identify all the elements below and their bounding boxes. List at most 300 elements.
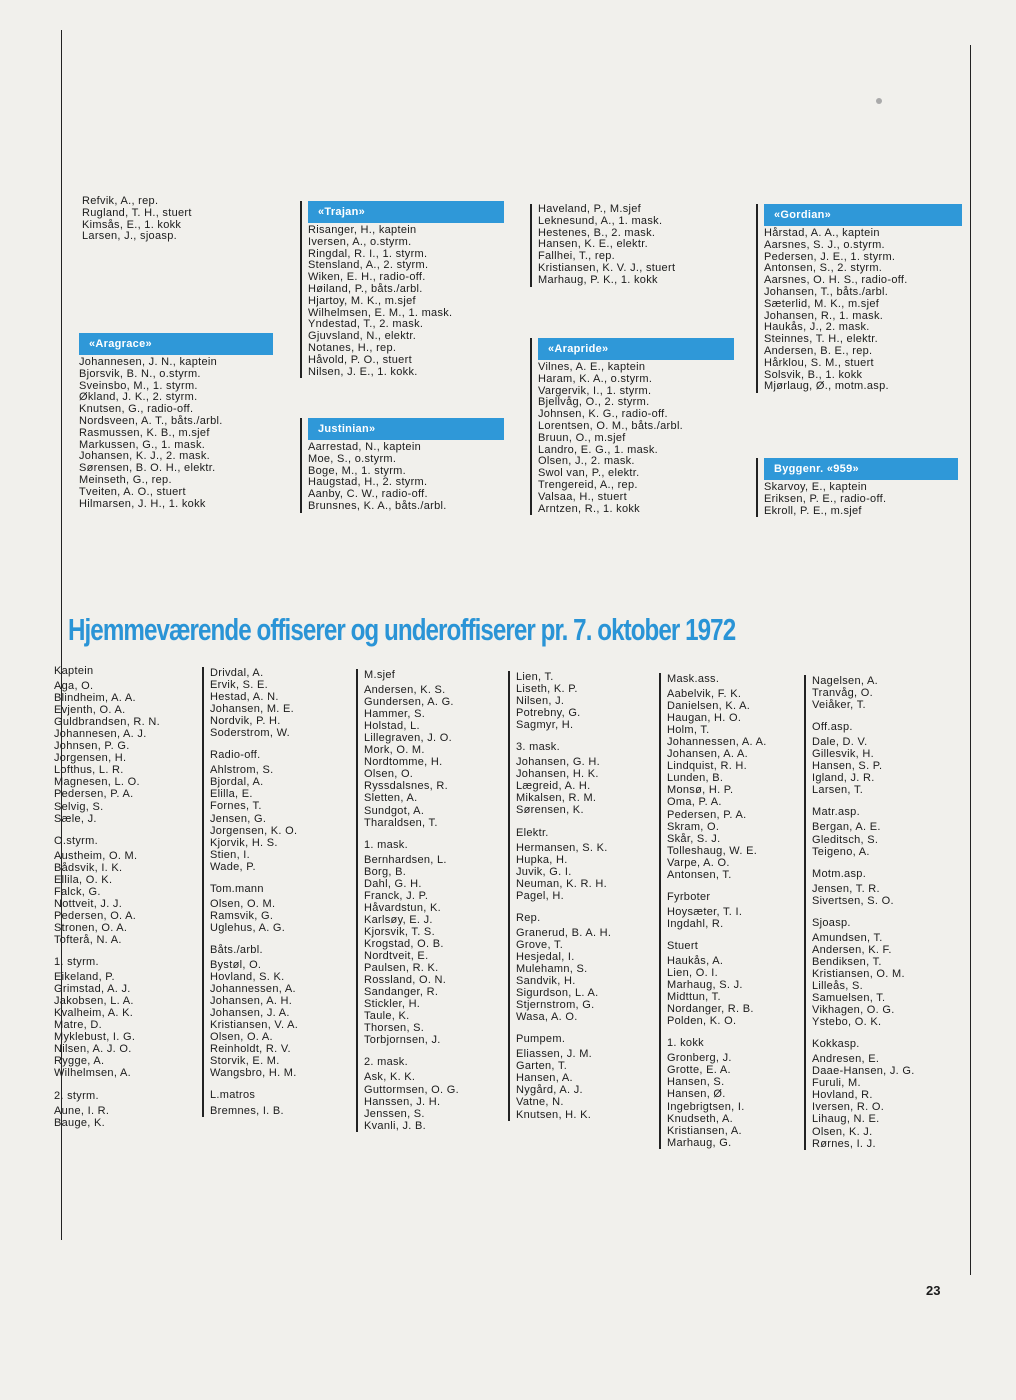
officer-name: Kvalheim, A. K. <box>54 1007 134 1020</box>
ship-arapride <box>530 338 734 515</box>
officer-name: Ryssdalsnes, R. <box>364 780 448 793</box>
crew-list-continued-3 <box>530 204 734 287</box>
officer-name: Drivdal, A. <box>210 667 264 679</box>
crew-line: Eriksen, P. E., radio-off. <box>764 492 887 505</box>
officer-name: Eliassen, J. M. <box>516 1048 593 1061</box>
officer-name: Hovland, R. <box>812 1089 873 1102</box>
officer-name: Myklebust, I. G. <box>54 1031 136 1044</box>
officer-name: Olsen, O. A. <box>210 1031 273 1044</box>
officer-name: Hoysæter, T. I. <box>667 905 743 918</box>
crew-line: Mjørlaug, Ø., motm.asp. <box>764 380 889 393</box>
officer-name: Sundgot, A. <box>364 804 425 817</box>
ship-header: «Gordian» <box>764 204 962 226</box>
officer-name: Wade, P. <box>210 860 256 873</box>
officer-name: Ystebo, O. K. <box>812 1016 882 1029</box>
officer-name: Gleditsch, S. <box>812 833 879 846</box>
officer-name: Elilla, E. <box>210 788 253 801</box>
crew-line: Trengereid, A., rep. <box>538 478 638 491</box>
crew-line: Rasmussen, K. B., m.sjef <box>79 426 210 439</box>
officer-name: Johansen, H. K. <box>516 768 599 781</box>
officer-name: Ingebrigtsen, I. <box>667 1100 745 1113</box>
crew-line: Pedersen, J. E., 1. styrm. <box>764 250 896 263</box>
officer-name: Skår, S. J. <box>667 832 721 845</box>
officer-name: Soderstrom, W. <box>210 727 290 740</box>
officer-name: Johannessen, A. <box>210 983 296 996</box>
officer-name: Garten, T. <box>516 1060 568 1073</box>
officer-name: Sørensen, K. <box>516 804 584 817</box>
officer-name: Nottveit, J. J. <box>54 897 123 910</box>
officer-name: Krogstad, O. B. <box>364 937 444 950</box>
officer-name: Pedersen, P. A. <box>667 808 747 821</box>
officer-name: Storvik, E. M. <box>210 1055 280 1068</box>
officer-name: Evjenth, O. A. <box>54 704 126 717</box>
crew-line: Refvik, A., rep. <box>82 195 159 207</box>
officer-name: Stjernstrom, G. <box>516 999 595 1012</box>
officer-name: Matre, D. <box>54 1019 102 1032</box>
officer-name: Antonsen, T. <box>667 868 732 881</box>
rank-category: 1. kokk <box>667 1037 704 1050</box>
officer-name: Ervik, S. E. <box>210 679 268 692</box>
officer-name: Johnsen, P. G. <box>54 740 130 753</box>
officer-name: Olsen, K. J. <box>812 1125 873 1138</box>
rank-category: Elektr. <box>516 826 549 839</box>
officer-name: Nygård, A. J. <box>516 1084 583 1097</box>
crew-line: Bruun, O., m.sjef <box>538 431 626 444</box>
officer-name: Varpe, A. O. <box>667 856 730 869</box>
crew-line: Stensland, A., 2. styrm. <box>308 259 429 272</box>
crew-line: Skarvoy, E., kaptein <box>764 481 868 493</box>
officer-name: Stien, I. <box>210 848 250 861</box>
crew-line: Høiland, P., båts./arbl. <box>308 282 423 295</box>
ship-header: Justinian» <box>308 418 504 440</box>
officer-name: Dale, D. V. <box>812 736 868 749</box>
crew-line: Haram, K. A., o.styrm. <box>538 372 653 385</box>
officer-name: Johansen, G. H. <box>516 756 600 769</box>
officer-name: Uglehus, A. G. <box>210 921 286 934</box>
officer-name: Granerud, B. A. H. <box>516 926 612 939</box>
rank-category: Rep. <box>516 911 541 924</box>
crew-line: Larsen, J., sjoasp. <box>82 230 177 243</box>
officer-name: Ingdahl, R. <box>667 917 724 930</box>
ship-aragrace <box>79 333 273 510</box>
officer-name: Karlsøy, E. J. <box>364 913 433 926</box>
officer-name: Knutsen, H. K. <box>516 1108 592 1121</box>
crew-line: Valsaa, H., stuert <box>538 490 627 503</box>
officer-name: Hansen, S. <box>667 1076 725 1089</box>
officer-name: Lien, O. I. <box>667 967 718 980</box>
officer-name: Wasa, A. O. <box>516 1011 578 1024</box>
crew-line: Kimsås, E., 1. kokk <box>82 218 182 231</box>
officer-name: Daae-Hansen, J. G. <box>812 1065 915 1078</box>
officer-name: Juvik, G. I. <box>516 865 572 878</box>
crew-line: Fallhei, T., rep. <box>538 250 616 263</box>
ship-header: Byggenr. «959» <box>764 458 958 480</box>
officer-name: Aga, O. <box>54 680 94 693</box>
officer-name: Johansen, A. H. <box>210 995 293 1008</box>
rank-category: 2. mask. <box>364 1056 408 1069</box>
officer-name: Haukås, A. <box>667 954 724 967</box>
crew-line: Risanger, H., kaptein <box>308 224 417 236</box>
crew-line: Olsen, J., 2. mask. <box>538 455 635 468</box>
officer-name: Danielsen, K. A. <box>667 700 751 713</box>
crew-line: Knutsen, G., radio-off. <box>79 403 194 416</box>
crew-line: Leknesund, A., 1. mask. <box>538 214 663 227</box>
officer-name: Sletten, A. <box>364 792 418 805</box>
officer-name: Bjordal, A. <box>210 776 264 789</box>
crew-line: Swol van, P., elektr. <box>538 467 640 480</box>
crew-line: Yndestad, T., 2. mask. <box>308 318 424 331</box>
crew-line: Hansen, K. E., elektr. <box>538 238 648 251</box>
crew-line: Steinnes, T. H., elektr. <box>764 333 878 346</box>
officer-name: Lillegraven, J. O. <box>364 732 452 745</box>
crew-line: Hårklou, S. M., stuert <box>764 356 874 369</box>
roster-column-3 <box>356 669 494 1132</box>
officer-name: Hanssen, J. H. <box>364 1095 441 1108</box>
officer-name: Lindquist, R. H. <box>667 760 748 773</box>
officer-name: Monsø, H. P. <box>667 784 734 797</box>
crew-line: Johansen, K. J., 2. mask. <box>79 450 211 463</box>
rank-category: Radio-off. <box>210 749 261 762</box>
officer-name: Nagelsen, A. <box>812 675 878 687</box>
officer-name: Neuman, K. R. H. <box>516 877 607 890</box>
officer-name: Liseth, K. P. <box>516 683 578 696</box>
crew-line: Markussen, G., 1. mask. <box>79 438 206 451</box>
officer-name: Bystøl, O. <box>210 958 262 971</box>
officer-name: Pedersen, P. A. <box>54 788 134 801</box>
crew-line: Haugstad, H., 2. styrm. <box>308 476 428 489</box>
officer-name: Hovland, S. K. <box>210 971 285 984</box>
officer-name: Nordvik, P. H. <box>210 715 281 728</box>
officer-name: Haugan, H. O. <box>667 712 742 725</box>
officer-name: Tharaldsen, T. <box>364 816 438 829</box>
crew-line: Haukås, J., 2. mask. <box>764 321 870 334</box>
officer-name: Johansen, M. E. <box>210 703 294 716</box>
crew-line: Landro, E. G., 1. mask. <box>538 443 659 456</box>
rank-category: M.sjef <box>364 669 396 681</box>
officer-name: Nilsen, J. <box>516 695 565 708</box>
crew-line: Tveiten, A. O., stuert <box>79 485 186 498</box>
crew-line: Vilnes, A. E., kaptein <box>538 361 646 373</box>
officer-name: Olsen, O. M. <box>210 897 276 910</box>
rank-category: L.matros <box>210 1089 256 1102</box>
crew-line: Hjartoy, M. K., m.sjef <box>308 294 416 307</box>
officer-name: Hammer, S. <box>364 708 426 721</box>
officer-name: Andersen, K. F. <box>812 943 892 956</box>
officer-name: Lunden, B. <box>667 772 724 785</box>
officer-name: Hansen, A. <box>516 1072 573 1085</box>
officer-name: Ramsvik, G. <box>210 909 274 922</box>
ship-justinian <box>300 418 504 513</box>
officer-name: Johannesen, A. J. <box>54 728 147 741</box>
rank-category: Pumpem. <box>516 1033 566 1046</box>
officer-name: Rygge, A. <box>54 1055 105 1068</box>
officer-name: Hesjedal, I. <box>516 950 575 963</box>
crew-line: Rugland, T. H., stuert <box>82 206 192 219</box>
officer-name: Andersen, K. S. <box>364 684 446 697</box>
officer-name: Torbjornsen, J. <box>364 1034 441 1047</box>
officer-name: Bauge, K. <box>54 1116 106 1129</box>
rank-category: Stuert <box>667 939 699 952</box>
officer-name: Magnesen, L. O. <box>54 776 140 789</box>
crew-line: Aarsnes, S. J., o.styrm. <box>764 238 885 251</box>
officer-name: Bendiksen, T. <box>812 955 882 968</box>
officer-name: Selvig, S. <box>54 800 104 813</box>
rank-category: Sjoasp. <box>812 916 851 929</box>
officer-name: Gundersen, A. G. <box>364 696 454 709</box>
officer-name: Sigurdson, L. A. <box>516 987 599 1000</box>
officer-name: Andresen, E. <box>812 1053 880 1066</box>
officer-name: Ellila, O. K. <box>54 873 113 886</box>
officer-name: Vatne, N. <box>516 1096 564 1109</box>
roster-column-5 <box>659 673 797 1149</box>
officer-name: Lihaug, N. E. <box>812 1113 880 1126</box>
officer-name: Nordanger, R. B. <box>667 1003 754 1016</box>
officer-name: Oma, P. A. <box>667 796 722 809</box>
officer-name: Guldbrandsen, R. N. <box>54 716 160 729</box>
officer-name: Mikalsen, R. M. <box>516 792 597 805</box>
crew-line: Nordsveen, A. T., båts./arbl. <box>79 414 223 427</box>
officer-name: Bådsvik, I. K. <box>54 861 123 874</box>
officer-name: Pedersen, O. A. <box>54 909 137 922</box>
officer-name: Grotte, E. A. <box>667 1064 731 1077</box>
crew-line: Marhaug, P. K., 1. kokk <box>538 273 658 286</box>
officer-name: Borg, B. <box>364 865 407 878</box>
officer-name: Holstad, L. <box>364 720 420 733</box>
officer-name: Stickler, H. <box>364 998 421 1011</box>
officer-name: Nordtveit, E. <box>364 950 429 963</box>
officer-name: Tolleshaug, W. E. <box>667 844 758 857</box>
officer-name: Teigeno, A. <box>812 845 870 858</box>
officer-name: Pagel, H. <box>516 889 564 902</box>
crew-line: Haveland, P., M.sjef <box>538 203 642 215</box>
crew-line: Sveinsbo, M., 1. styrm. <box>79 379 198 392</box>
officer-name: Taule, K. <box>364 1010 410 1023</box>
crew-line: Boge, M., 1. styrm. <box>308 464 407 477</box>
officer-name: Furuli, M. <box>812 1077 861 1090</box>
officer-name: Midttun, T. <box>667 991 721 1004</box>
crew-line: Lorentsen, O. M., båts./arbl. <box>538 419 684 432</box>
roster-column-1 <box>54 665 194 1129</box>
officer-name: Ask, K. K. <box>364 1071 416 1084</box>
officer-name: Grove, T. <box>516 938 564 951</box>
officer-name: Reinholdt, R. V. <box>210 1043 291 1056</box>
crew-line: Håvold, P. O., stuert <box>308 353 412 366</box>
officer-name: Kjorsvik, T. S. <box>364 925 435 938</box>
crew-line: Moe, S., o.styrm. <box>308 452 397 465</box>
crew-line: Gjuvsland, N., elektr. <box>308 330 417 343</box>
officer-name: Kristiansen, A. <box>667 1124 742 1137</box>
right-rule <box>970 45 971 1275</box>
crew-line: Johansen, T., båts./arbl. <box>764 285 889 298</box>
section-headline: Hjemmeværende offiserer og underoffiserer pr. 7. oktober 1972 <box>68 612 736 647</box>
crew-line: Johansen, R., 1. mask. <box>764 309 884 322</box>
crew-line: Kristiansen, K. V. J., stuert <box>538 261 676 274</box>
officer-name: Johansen, A. A. <box>667 748 748 761</box>
officer-name: Sæle, J. <box>54 812 97 825</box>
rank-category: Tom.mann <box>210 882 264 895</box>
officer-name: Tranvåg, O. <box>812 687 873 700</box>
officer-name: Johannessen, A. A. <box>667 736 767 749</box>
officer-name: Igland, J. R. <box>812 772 875 785</box>
crew-line: Økland, J. K., 2. styrm. <box>79 391 198 404</box>
officer-name: Vikhagen, O. G. <box>812 1004 895 1017</box>
officer-name: Kjorvik, H. S. <box>210 836 278 849</box>
crew-line: Bjorsvik, B. N., o.styrm. <box>79 367 201 380</box>
officer-name: Jorgensen, K. O. <box>210 824 298 837</box>
crew-line: Wiken, E. H., radio-off. <box>308 271 426 284</box>
officer-name: Jenssen, S. <box>364 1107 425 1120</box>
officer-name: Wangsbro, H. M. <box>210 1067 297 1080</box>
officer-name: Holm, T. <box>667 724 710 737</box>
rank-category: 3. mask. <box>516 741 560 754</box>
officer-name: Jakobsen, L. A. <box>54 995 134 1008</box>
officer-name: Aune, I. R. <box>54 1104 110 1117</box>
officer-name: Jensen, G. <box>210 812 267 825</box>
officer-name: Nilsen, A. J. O. <box>54 1043 132 1056</box>
crew-line: Iversen, A., o.styrm. <box>308 235 412 248</box>
officer-name: Tofterå, N. A. <box>54 933 122 946</box>
crew-list-continued-1 <box>82 196 282 243</box>
officer-name: Jensen, T. R. <box>812 882 880 895</box>
officer-name: Knudseth, A. <box>667 1112 733 1125</box>
officer-name: Nordtomme, H. <box>364 756 443 769</box>
officer-name: Lilleås, S. <box>812 979 863 992</box>
officer-name: Sivertsen, S. O. <box>812 894 894 907</box>
officer-name: Hansen, Ø. <box>667 1088 726 1101</box>
officer-name: Bergan, A. E. <box>812 821 881 834</box>
officer-name: Fornes, T. <box>210 800 262 813</box>
crew-line: Johnsen, K. G., radio-off. <box>538 408 668 421</box>
crew-line: Aarrestad, N., kaptein <box>308 441 421 453</box>
officer-name: Grimstad, A. J. <box>54 983 131 996</box>
ship-trajan <box>300 201 504 378</box>
officer-name: Kristiansen, O. M. <box>812 967 905 980</box>
crew-line: Aanby, C. W., radio-off. <box>308 488 428 501</box>
officer-name: Dahl, G. H. <box>364 877 422 890</box>
officer-name: Potrebny, G. <box>516 707 581 720</box>
officer-name: Aabelvik, F. K. <box>667 688 742 701</box>
officer-name: Polden, K. O. <box>667 1015 737 1028</box>
officer-name: Kvanli, J. B. <box>364 1119 426 1132</box>
officer-name: Lægreid, A. H. <box>516 780 591 793</box>
officer-name: Franck, J. P. <box>364 889 429 902</box>
officer-name: Sandanger, R. <box>364 986 439 999</box>
ship-header: «Trajan» <box>308 201 504 223</box>
crew-line: Meinseth, G., rep. <box>79 473 172 486</box>
crew-line: Sæterlid, M. K., m.sjef <box>764 297 880 310</box>
crew-line: Nilsen, J. E., 1. kokk. <box>308 365 418 378</box>
rank-category: Motm.asp. <box>812 867 867 880</box>
officer-name: Veiåker, T. <box>812 699 866 712</box>
officer-name: Sandvik, H. <box>516 975 576 988</box>
officer-name: Kristiansen, V. A. <box>210 1019 299 1032</box>
officer-name: Johansen, J. A. <box>210 1007 290 1020</box>
officer-name: Gronberg, J. <box>667 1052 732 1065</box>
officer-name: Bremnes, I. B. <box>210 1104 284 1117</box>
crew-line: Aarsnes, O. H. S., radio-off. <box>764 274 908 287</box>
rank-category: 2. styrm. <box>54 1089 99 1102</box>
rank-category: 1. styrm. <box>54 956 99 969</box>
ship-gordian <box>756 204 962 393</box>
crew-line: Ringdal, R. I., 1. styrm. <box>308 247 428 260</box>
crew-line: Solsvik, B., 1. kokk <box>764 368 863 381</box>
officer-name: Lien, T. <box>516 671 554 683</box>
officer-name: Bernhardsen, L. <box>364 853 447 866</box>
crew-line: Bjellvåg, O., 2. styrm. <box>538 396 650 409</box>
officer-name: Iversen, R. O. <box>812 1101 885 1114</box>
officer-name: Hermansen, S. K. <box>516 841 608 854</box>
rank-category: O.styrm. <box>54 834 98 847</box>
officer-name: Larsen, T. <box>812 784 864 797</box>
crew-line: Sørensen, B. O. H., elektr. <box>79 462 216 475</box>
officer-name: Lofthus, L. R. <box>54 764 124 777</box>
crew-line: Notanes, H., rep. <box>308 341 397 354</box>
crew-line: Hilmarsen, J. H., 1. kokk <box>79 497 206 510</box>
crew-line: Brunsnes, K. A., båts./arbl. <box>308 499 447 512</box>
officer-name: Ahlstrom, S. <box>210 764 274 777</box>
ship-header: «Arapride» <box>538 338 734 360</box>
officer-name: Marhaug, S. J. <box>667 979 743 992</box>
officer-name: Håvardstun, K. <box>364 901 441 914</box>
crew-line: Johannesen, J. N., kaptein <box>79 356 218 368</box>
page-number: 23 <box>926 1283 941 1298</box>
rank-category: Kaptein <box>54 665 94 677</box>
officer-name: Jorgensen, H. <box>54 752 127 765</box>
crew-line: Ekroll, P. E., m.sjef <box>764 504 862 517</box>
officer-name: Austheim, O. M. <box>54 849 138 862</box>
officer-name: Hestad, A. N. <box>210 691 279 704</box>
officer-name: Hansen, S. P. <box>812 760 883 773</box>
officer-name: Guttormsen, O. G. <box>364 1083 459 1096</box>
rank-category: Kokkasp. <box>812 1038 860 1051</box>
officer-name: Eikeland, P. <box>54 971 115 984</box>
officer-name: Rørnes, I. J. <box>812 1137 876 1150</box>
officer-name: Olsen, O. <box>364 768 414 781</box>
officer-name: Falck, G. <box>54 885 101 898</box>
crew-line: Arntzen, R., 1. kokk <box>538 502 640 515</box>
crew-line: Andersen, B. E., rep. <box>764 344 873 357</box>
officer-name: Paulsen, R. K. <box>364 962 439 975</box>
crew-line: Vargervik, I., 1. styrm. <box>538 384 652 397</box>
officer-name: Wilhelmsen, A. <box>54 1067 131 1080</box>
officer-name: Samuelsen, T. <box>812 992 886 1005</box>
officer-name: Blindheim, A. A. <box>54 692 136 705</box>
ship-header: «Aragrace» <box>79 333 273 355</box>
officer-name: Amundsen, T. <box>812 931 883 944</box>
roster-column-2 <box>202 667 340 1117</box>
officer-name: Hupka, H. <box>516 853 568 866</box>
officer-name: Gillesvik, H. <box>812 748 874 761</box>
print-speck <box>876 98 882 104</box>
ship-byggenr-959 <box>756 458 958 517</box>
roster-column-4 <box>508 671 651 1121</box>
officer-name: Stronen, O. A. <box>54 921 128 934</box>
rank-category: Båts./arbl. <box>210 943 263 956</box>
officer-name: Skram, O. <box>667 820 720 833</box>
rank-category: Fyrboter <box>667 890 711 903</box>
rank-category: Matr.asp. <box>812 806 860 819</box>
crew-line: Antonsen, S., 2. styrm. <box>764 262 883 275</box>
officer-name: Marhaug, G. <box>667 1136 732 1149</box>
officer-name: Mulehamn, S. <box>516 962 588 975</box>
officer-name: Thorsen, S. <box>364 1022 425 1035</box>
rank-category: 1. mask. <box>364 838 408 851</box>
officer-name: Rossland, O. N. <box>364 974 447 987</box>
rank-category: Mask.ass. <box>667 673 720 685</box>
crew-line: Wilhelmsen, E. M., 1. mask. <box>308 306 453 319</box>
officer-name: Mork, O. M. <box>364 744 425 757</box>
officer-name: Sagmyr, H. <box>516 719 574 732</box>
